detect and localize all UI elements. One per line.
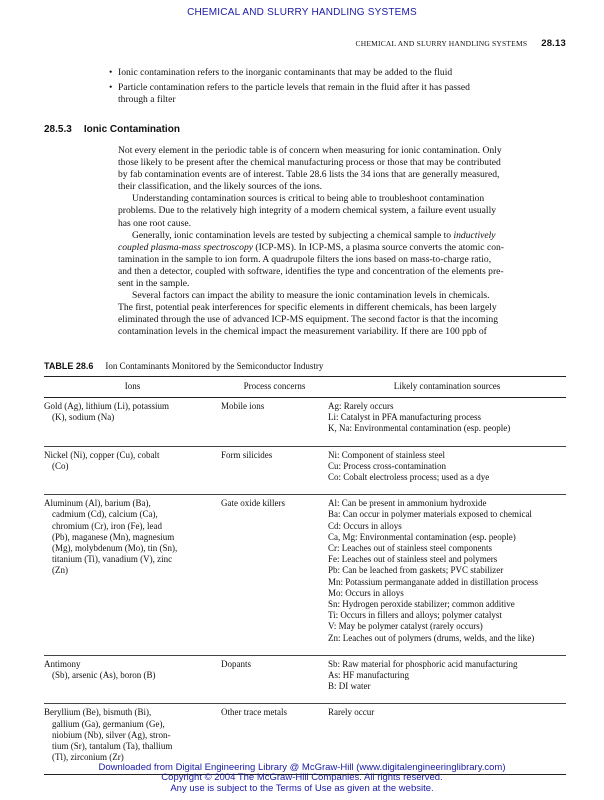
cell-line: Cd: Occurs in alloys: [328, 520, 402, 531]
sources-cell: [328, 450, 566, 484]
cell-line: Mn: Potassium permanganate added in distillation process: [328, 576, 538, 587]
cell-line: Ag: Rarely occurs: [328, 401, 394, 411]
ions-cell: [44, 659, 221, 681]
table-row: [44, 398, 566, 446]
paragraph: Generally, ionic contamination levels are tested by subjecting a chemical sample to inductively coupled plasma-mass spectroscopy (ICP-MS). In ICP-MS, a plasma source converts the atomic con- tamination in the sample to ion form. A quadrupole filters the ions based on mass-to-charge ratio, and then a detector, coupled with software, identifies the type and concentration of the elements pre- sent in the sample.: [118, 229, 505, 290]
bullet-icon: •: [109, 67, 113, 78]
cell-line: niobium (Nb), silver (Ag), stron-: [52, 729, 171, 740]
section-title: Ionic Contamination: [83, 124, 180, 135]
running-head: [356, 38, 566, 49]
process-concern-cell: [221, 450, 328, 461]
footer-line: Copyright © 2004 The McGraw-Hill Companies. All rights reserved.: [161, 772, 443, 784]
section-number: 28.5.3: [44, 124, 72, 135]
cell-line: chromium (Cr), iron (Fe), lead: [52, 520, 162, 531]
cell-line: Al: Can be present in ammonium hydroxide: [328, 498, 487, 509]
ions-cell: [44, 498, 221, 576]
cell-line: Other trace metals: [221, 707, 287, 718]
cell-line: Nickel (Ni), copper (Cu), cobalt: [44, 449, 160, 460]
ions-cell: [44, 450, 221, 472]
top-banner: CHEMICAL AND SLURRY HANDLING SYSTEMS: [187, 7, 417, 18]
ion-contaminants-table: [44, 376, 566, 775]
ions-cell: [44, 401, 221, 423]
table-header-row: [44, 377, 566, 398]
sources-cell: [328, 659, 566, 693]
footer-line: Any use is subject to the Terms of Use as given at the website.: [170, 782, 434, 794]
cell-line: (Zn): [52, 565, 68, 576]
cell-line: Mo: Occurs in alloys: [328, 587, 404, 598]
process-concern-cell: [221, 659, 328, 670]
cell-line: Sn: Hydrogen peroxide stabilizer; common additive: [328, 599, 515, 610]
cell-line: (Mg), molybdenum (Mo), tin (Sn),: [52, 543, 178, 554]
cell-line: cadmium (Cd), calcium (Ca),: [52, 509, 158, 520]
cell-line: (Pb), maganese (Mn), magnesium: [52, 531, 175, 542]
cell-line: titanium (Ti), vanadium (V), zinc: [52, 554, 173, 565]
cell-line: Gate oxide killers: [221, 498, 285, 509]
table-caption-text: Ion Contaminants Monitored by the Semiconductor Industry: [105, 361, 324, 371]
sources-cell: [328, 401, 566, 435]
table-body: [44, 398, 566, 774]
cell-line: Zn: Leaches out of polymers (drums, welds, and the like): [328, 632, 535, 643]
cell-line: Aluminum (Al), barium (Ba),: [44, 498, 151, 509]
cell-line: (Sb), arsenic (As), boron (B): [52, 670, 156, 681]
paragraph: Understanding contamination sources is critical to being able to troubleshoot contamination problems. Due to the relatively high integrity of a modern chemical system, a failure event usually has one root cause.: [118, 193, 497, 229]
bullet-item-ionic: • Ionic contamination refers to the inorganic contaminants that may be added to the fluid: [109, 67, 453, 78]
cell-line: (Co): [52, 460, 69, 471]
cell-line: K, Na: Environmental contamination (esp. people): [328, 423, 511, 434]
footer-line[interactable]: Downloaded from Digital Engineering Library @ McGraw-Hill (www.digitalengineeringlibrary.com): [98, 762, 506, 773]
bullet-icon: •: [109, 81, 113, 93]
cell-line: Cr: Leaches out of stainless steel components: [328, 543, 492, 554]
process-concern-cell: [221, 498, 328, 509]
process-concern-cell: [221, 401, 328, 412]
cell-line: Co: Cobalt electroless process; used as a dye: [328, 472, 490, 483]
table-row: [44, 446, 566, 495]
cell-line: Ca, Mg: Environmental contamination (esp. people): [328, 531, 516, 542]
cell-line: Form silicides: [221, 449, 273, 460]
paragraph: Several factors can impact the ability to measure the ionic contamination levels in chemicals. The first, potential peak interferences for specific elements in different chemicals, has been largely eliminated through the use of advanced ICP-MS equipment. The second factor is that the incoming contamination levels in the chemical impact the measurement variability. If there are 100 ppb of: [118, 290, 499, 338]
running-head-title: CHEMICAL AND SLURRY HANDLING SYSTEMS: [355, 39, 528, 48]
table-row: [44, 494, 566, 655]
cell-line: Beryllium (Be), bismuth (Bi),: [44, 707, 152, 718]
table-label: TABLE 28.6: [44, 361, 94, 371]
column-header-sources: Likely contamination sources: [393, 381, 501, 392]
cell-line: Ni: Component of stainless steel: [328, 449, 445, 460]
paragraph: Not every element in the periodic table is of concern when measuring for ionic contamination. Only those likely to be present after the chemical manufacturing process or those that may be contributed by fab contamination events are of interest. Table 28.6 lists the 34 ions that are generally measured, their classification, and the likely sources of the ions.: [118, 145, 502, 193]
cell-line: Ti: Occurs in fillers and alloys; polymer catalyst: [328, 610, 502, 621]
cell-line: Fe: Leaches out of stainless steel and polymers: [328, 554, 498, 565]
body-text: [118, 145, 566, 339]
cell-line: Rarely occur: [328, 707, 375, 718]
cell-line: V: May be polymer catalyst (rarely occurs): [328, 621, 483, 632]
sources-cell: [328, 498, 566, 644]
bullet-list: [109, 67, 566, 109]
cell-line: Dopants: [221, 658, 251, 669]
cell-line: B: DI water: [328, 681, 371, 692]
download-footer: [0, 763, 604, 794]
table-caption: [44, 361, 323, 371]
cell-line: Pb: Can be leached from gaskets; PVC stabilizer: [328, 565, 504, 576]
column-header-ions: Ions: [124, 381, 141, 392]
cell-line: Ba: Can occur in polymer materials exposed to chemical: [328, 509, 532, 520]
cell-line: As: HF manufacturing: [328, 670, 409, 681]
cell-line: Mobile ions: [221, 401, 265, 411]
process-concern-cell: [221, 707, 328, 718]
cell-line: Antimony: [44, 658, 81, 669]
cell-line: gallium (Ga), germanium (Ge),: [52, 718, 165, 729]
ions-cell: [44, 707, 221, 763]
cell-line: (K), sodium (Na): [52, 412, 115, 423]
sources-cell: [328, 707, 566, 718]
cell-line: (Tl), zirconium (Zr): [52, 752, 124, 763]
bullet-item-particle: • Particle contamination refers to the particle levels that remain in the fluid after it has passed through a filter: [109, 81, 470, 106]
section-heading: [44, 124, 180, 135]
cell-line: tium (Sr), tantalum (Ta), thallium: [52, 741, 173, 752]
cell-line: Cu: Process cross-contamination: [328, 460, 446, 471]
cell-line: Li: Catalyst in PFA manufacturing process: [328, 412, 482, 423]
cell-line: Sb: Raw material for phosphoric acid manufacturing: [328, 658, 518, 669]
column-header-process-concerns: Process concerns: [243, 381, 306, 392]
table-row: [44, 655, 566, 704]
page-number: 28.13: [541, 38, 566, 49]
cell-line: Gold (Ag), lithium (Li), potassium: [44, 401, 169, 411]
